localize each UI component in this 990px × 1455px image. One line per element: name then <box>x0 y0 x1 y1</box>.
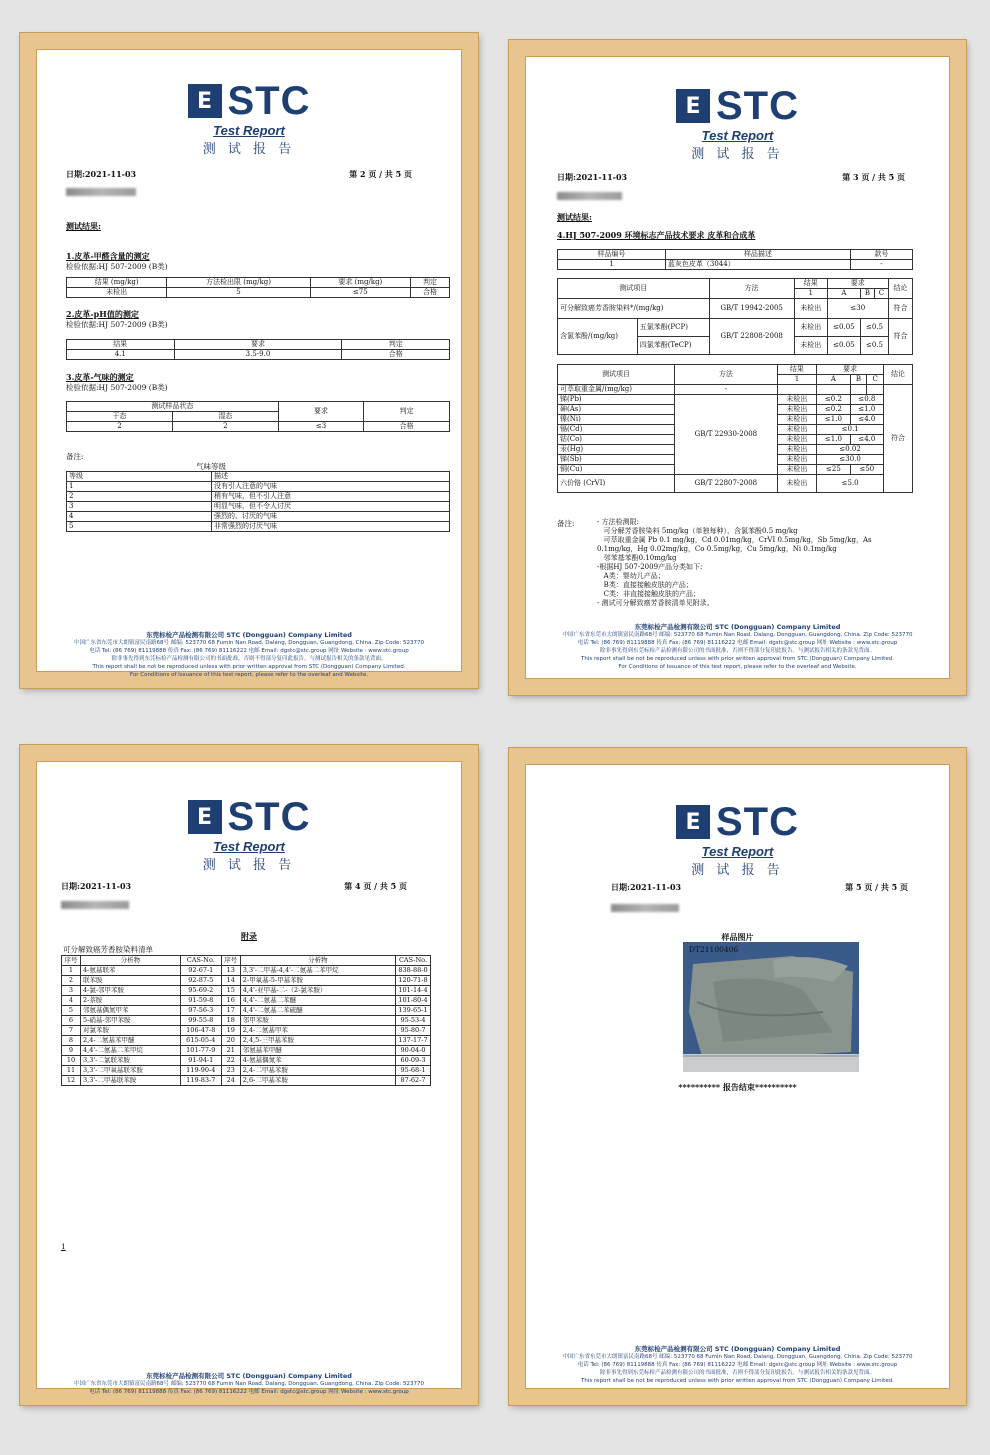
aromatic-amine-table <box>61 955 431 1086</box>
stc-logo-icon: E <box>188 84 222 118</box>
table-cell: 锑(Sb) <box>558 455 675 465</box>
table-cell: 3 <box>62 986 81 996</box>
table-header: 测试项目 <box>558 365 675 385</box>
table-cell: ≤1.0 <box>817 415 850 425</box>
odor-grade-title: 气味等级 <box>196 462 226 471</box>
report-title-cn: 测 试 报 告 <box>691 147 784 162</box>
table-header: 要求 <box>827 279 888 289</box>
table-cell: ≤0.05 <box>827 337 860 355</box>
table-header: 1 <box>794 289 827 299</box>
table-cell: 91-94-1 <box>180 1056 221 1066</box>
redacted-report-number <box>611 904 679 912</box>
section-basis: 检验依据:HJ 507-2009 (B类) <box>66 320 168 329</box>
table-header: 方法 <box>709 279 794 299</box>
table-cell: 8 <box>62 1036 81 1046</box>
table-row <box>62 1076 431 1086</box>
table-cell: 12 <box>62 1076 81 1086</box>
footer-company: 东莞标检产品检测有限公司 STC (Dongguan) Company Limited <box>634 1345 841 1353</box>
table-cell: 95-69-2 <box>180 986 221 996</box>
table-cell: 106-47-8 <box>180 1026 221 1036</box>
table-header: 干态 <box>67 412 173 422</box>
table-header: 方法 <box>675 365 778 385</box>
table-header: 要求 (mg/kg) <box>310 278 410 288</box>
table-header: B <box>850 375 867 385</box>
table-cell: 101-77-9 <box>180 1046 221 1056</box>
table-cell: 蓝灰色皮革（3044） <box>665 260 850 270</box>
table-header: 描述 <box>212 472 450 482</box>
footer-disclaimer-en: This report shall be not be reproduced unless with prior written approval from STC (Dongguan) Company Limited. <box>581 656 894 662</box>
table-cell: 2 <box>67 492 212 502</box>
table-cell: 3,3'-二甲氧基联苯胺 <box>81 1066 181 1076</box>
table-cell: 87-62-7 <box>396 1076 431 1086</box>
table-cell: 10 <box>62 1056 81 1066</box>
report-end: ********** 报告结束********** <box>678 1082 797 1092</box>
table-cell: 1 <box>558 260 666 270</box>
table-cell: 17 <box>221 1006 240 1016</box>
table-cell: 3.5-9.0 <box>174 350 342 360</box>
table-cell: 4-氨基偶氮苯 <box>240 1056 395 1066</box>
table-row <box>62 976 431 986</box>
page-number: 第 3 页 / 共 5 页 <box>842 172 905 182</box>
table-header: B <box>861 289 875 299</box>
table-row <box>62 1046 431 1056</box>
table-cell: 合格 <box>342 350 450 360</box>
table-header: 分析物 <box>240 956 395 966</box>
table-cell: ≤5.0 <box>817 475 884 493</box>
footer-disclaimer-en: This report shall be not be reproduced unless with prior written approval from STC (Dongguan) Company Limited. <box>581 1378 894 1384</box>
table-header: 结果 <box>794 279 827 289</box>
table-cell: ≤3 <box>278 422 364 432</box>
table-cell: 2 <box>62 976 81 986</box>
report-footer <box>535 1344 940 1385</box>
table-cell: ≤25 <box>817 465 850 475</box>
report-title-en: Test Report <box>701 844 774 859</box>
stc-logo <box>535 86 940 162</box>
table-cell: 未检出 <box>777 435 817 445</box>
report-date: 日期:2021-11-03 <box>61 881 132 891</box>
table-row <box>62 1016 431 1026</box>
table-cell: 95-80-7 <box>396 1026 431 1036</box>
table-header: 湿态 <box>172 412 278 422</box>
table-cell: 2,6-二甲基苯胺 <box>240 1076 395 1086</box>
table-cell: 3,3'-二氯联苯胺 <box>81 1056 181 1066</box>
table-row <box>62 1056 431 1066</box>
table-cell: ≤50 <box>850 465 883 475</box>
report-page-4 <box>46 771 452 1395</box>
table-cell: 2,4-二甲基苯胺 <box>240 1066 395 1076</box>
table-cell: 23 <box>221 1066 240 1076</box>
table-cell: 五氯苯酚(PCP) <box>637 319 709 337</box>
table-cell: 强烈的、讨厌的气味 <box>212 512 450 522</box>
table-cell: 非常强烈的讨厌气味 <box>212 522 450 532</box>
table-cell: ≤1.0 <box>817 435 850 445</box>
table-cell: 14 <box>221 976 240 986</box>
stc-logo <box>535 802 940 878</box>
redacted-report-number <box>66 188 136 196</box>
table-cell: 汞(Hg) <box>558 445 675 455</box>
footer-contact: 电话 Tel: (86 769) 81119888 传真 Fax: (86 769) 81116222 电邮 Email: dgstc@stc.group 网址 Website : www.stc.group <box>89 1389 409 1395</box>
photo-label: DT21100406 <box>689 945 739 954</box>
table-cell: 邻氨基偶氮甲苯 <box>81 1006 181 1016</box>
table-cell: 22 <box>221 1056 240 1066</box>
ph-table <box>66 339 450 360</box>
table-cell: 95-53-4 <box>396 1016 431 1026</box>
table-cell: 5 <box>62 1006 81 1016</box>
dyes-phenol-table <box>557 278 913 355</box>
table-cell: ≤0.8 <box>850 395 883 405</box>
table-cell: 未检出 <box>794 319 827 337</box>
table-cell: 钴(Co) <box>558 435 675 445</box>
report-date: 日期:2021-11-03 <box>66 169 137 179</box>
table-header: 测试样品状态 <box>67 402 279 412</box>
table-row <box>62 986 431 996</box>
report-title-cn: 测 试 报 告 <box>202 142 296 157</box>
section-title: 3.皮革-气味的测定 <box>66 372 134 382</box>
table-cell: 4,4'-二氨基二苯硫醚 <box>240 1006 395 1016</box>
brand-name: STC <box>227 79 311 123</box>
table-cell: 2-甲氧基-5-甲基苯胺 <box>240 976 395 986</box>
footer-conditions: For Conditions of Issuance of this test report, please refer to the overleaf and Website. <box>129 672 369 678</box>
brand-name: STC <box>716 800 799 844</box>
report-page-2-frame <box>20 33 478 688</box>
table-cell: 2,4-二氨基苯甲醚 <box>81 1036 181 1046</box>
results-heading: 测试结果: <box>66 221 101 231</box>
footer-disclaimer-cn: 除非事先得到东莞标检产品检测有限公司的书面批准，否则不得部分复印此报告。与测试报告相关的条款见背面。 <box>599 648 875 654</box>
table-cell: 95-68-1 <box>396 1066 431 1076</box>
footer-disclaimer-cn: 除非事先得到东莞标检产品检测有限公司的书面批准，否则不得部分复印此报告。与测试报告相关的条款见背面。 <box>599 1370 875 1376</box>
table-cell: 六价铬 (CrVI) <box>558 475 675 493</box>
table-cell: 含氯苯酚/(mg/kg) <box>558 319 638 355</box>
page-number: 第 5 页 / 共 5 页 <box>845 882 908 892</box>
remark-label: 备注: <box>557 519 575 528</box>
sample-photo <box>683 942 859 1072</box>
table-header: 判定 <box>342 340 450 350</box>
table-cell: ≤0.5 <box>861 337 889 355</box>
table-cell: ≤0.1 <box>817 425 884 435</box>
stc-logo <box>46 797 452 873</box>
table-cell: 镉(Cd) <box>558 425 675 435</box>
table-header: 等级 <box>67 472 212 482</box>
table-cell: 联苯胺 <box>81 976 181 986</box>
stc-logo-icon: E <box>676 89 710 123</box>
table-cell: 119-83-7 <box>180 1076 221 1086</box>
table-cell: 4.1 <box>67 350 175 360</box>
table-cell: 四氯苯酚(TeCP) <box>637 337 709 355</box>
table-row <box>62 1036 431 1046</box>
table-cell: GB/T 22930-2008 <box>675 395 778 475</box>
appendix-title: 附录 <box>241 931 257 941</box>
report-footer <box>46 1371 452 1396</box>
table-cell: 邻氨基苯甲醚 <box>240 1046 395 1056</box>
table-cell: 101-80-4 <box>396 996 431 1006</box>
section-basis: 检验依据:HJ 507-2009 (B类) <box>66 383 168 392</box>
table-cell: - <box>850 260 912 270</box>
table-cell: 92-67-1 <box>180 966 221 976</box>
table-cell: 没有引人注意的气味 <box>212 482 450 492</box>
report-date: 日期:2021-11-03 <box>557 172 628 182</box>
table-cell: 3,3'-二甲基-4,4'-二氨基二苯甲烷 <box>240 966 395 976</box>
table-cell: 未检出 <box>777 455 817 465</box>
table-cell: 锑(Pb) <box>558 395 675 405</box>
table-cell: 未检出 <box>794 299 827 319</box>
table-cell: 11 <box>62 1066 81 1076</box>
table-cell: 合格 <box>410 288 449 298</box>
table-header: 结果 <box>67 340 175 350</box>
footer-address: 中国广东省东莞市大朗镇富民南路68号 邮编: 523770 68 Fumin Nan Road, Dalang, Dongguan, Guangdong, China. Zip Code: 523770 <box>562 632 913 638</box>
table-header: 序号 <box>221 956 240 966</box>
brand-name: STC <box>227 795 311 839</box>
footer-contact: 电话 Tel: (86 769) 81119888 传真 Fax: (86 769) 81116222 电邮 Email: dgstc@stc.group 网址 Website : www.stc.group <box>89 648 409 654</box>
table-cell: 砷(As) <box>558 405 675 415</box>
table-cell: 未检出 <box>777 465 817 475</box>
table-cell: 24 <box>221 1076 240 1086</box>
table-cell: 99-55-8 <box>180 1016 221 1026</box>
redacted-report-number <box>61 901 129 909</box>
table-cell: 对氯苯胺 <box>81 1026 181 1036</box>
table-cell: 119-90-4 <box>180 1066 221 1076</box>
table-cell: 2-萘胺 <box>81 996 181 1006</box>
table-cell: 97-56-3 <box>180 1006 221 1016</box>
table-header: 序号 <box>62 956 81 966</box>
table-cell: 未检出 <box>794 337 827 355</box>
footer-address: 中国广东省东莞市大朗镇富民南路68号 邮编: 523770 68 Fumin Nan Road, Dalang, Dongguan, Guangdong, China. Zip Code: 523770 <box>73 640 425 646</box>
report-title-cn: 测 试 报 告 <box>691 863 784 878</box>
table-cell: 5 <box>67 522 212 532</box>
table-cell: ≤1.0 <box>850 405 883 415</box>
table-header: A <box>827 289 860 299</box>
table-cell: 可分解致癌芳香胺染料*/(mg/kg) <box>558 299 710 319</box>
table-cell: GB/T 22807-2008 <box>675 475 778 493</box>
table-cell: 2,4,5-三甲基苯胺 <box>240 1036 395 1046</box>
table-cell: 符合 <box>884 385 913 493</box>
table-header: 判定 <box>364 402 450 422</box>
table-cell: 符合 <box>888 319 912 355</box>
table-cell: ≤30 <box>827 299 888 319</box>
report-page-3-frame <box>509 40 966 695</box>
table-cell: ≤0.02 <box>817 445 884 455</box>
list-title: 可分解致癌芳香胺染料清单 <box>63 945 153 954</box>
table-cell: 铜(Cu) <box>558 465 675 475</box>
table-cell: ≤75 <box>310 288 410 298</box>
table-cell: 3,3'-二甲基联苯胺 <box>81 1076 181 1086</box>
table-cell: 明显气味，但不令人讨厌 <box>212 502 450 512</box>
table-cell: 92-87-5 <box>180 976 221 986</box>
remark-notes: - 方法检测限: 可分解芳香胺染料 5mg/kg（单独每种），含氯苯酚0.5 mg/kg 可萃取重金属 Pb 0.1 mg/kg，Cd 0.01mg/kg，CrVI 0.5mg/kg，Sb 5mg/kg，As 0.1mg/kg，Hg 0.02mg/kg，Co 0.5mg/kg，Cu 5mg/kg，Ni 0.1mg/kg 邻苯基苯酚0.10mg/kg -根据HJ 507-2009产品分类如下: A类：婴幼儿产品； B类：直接接触皮肤的产品； C类：非直接接触皮肤的产品； - 测试可分解致癌芳香胺清单见附录。 <box>597 518 872 607</box>
table-cell: 137-17-7 <box>396 1036 431 1046</box>
results-heading: 测试结果: <box>557 212 592 222</box>
table-cell: 139-65-1 <box>396 1006 431 1016</box>
table-row <box>62 1066 431 1076</box>
table-cell: 16 <box>221 996 240 1006</box>
page-number: 第 4 页 / 共 5 页 <box>344 881 407 891</box>
report-title-en: Test Report <box>213 123 285 138</box>
table-header: C <box>867 375 884 385</box>
table-cell: 4,4'-亚甲基-二-（2-氯苯胺） <box>240 986 395 996</box>
table-cell: ≤0.2 <box>817 395 850 405</box>
table-cell: 1 <box>62 966 81 976</box>
table-header: CAS-No. <box>180 956 221 966</box>
page-mark: 1 <box>61 1242 66 1251</box>
footer-company: 东莞标检产品检测有限公司 STC (Dongguan) Company Limited <box>146 631 352 639</box>
table-cell: 可萃取重金属/(mg/kg) <box>558 385 675 395</box>
table-header: 结论 <box>884 365 913 385</box>
report-title-en: Test Report <box>213 839 285 854</box>
table-cell: 18 <box>221 1016 240 1026</box>
report-date: 日期:2021-11-03 <box>611 882 682 892</box>
table-cell: 7 <box>62 1026 81 1036</box>
footer-contact: 电话 Tel: (86 769) 81119888 传真 Fax: (86 769) 81116222 电邮 Email: dgstc@stc.group 网址 Website : www.stc.group <box>577 640 898 646</box>
table-cell: 未检出 <box>777 475 817 493</box>
table-cell: ≤4.0 <box>850 415 883 425</box>
report-page-4-frame <box>20 745 478 1405</box>
table-header: 样品编号 <box>558 250 666 260</box>
report-page-5-frame <box>509 748 966 1405</box>
table-cell: 4,4'-二氨基二苯甲烷 <box>81 1046 181 1056</box>
footer-contact: 电话 Tel: (86 769) 81119888 传真 Fax: (86 769) 81116222 电邮 Email: dgstc@stc.group 网址 Website : www.stc.group <box>577 1362 898 1368</box>
heavy-metal-table <box>557 364 913 493</box>
table-cell: 符合 <box>888 299 912 319</box>
footer-disclaimer-en: This report shall be not be reproduced unless with prior written approval from STC (Dongguan) Company Limited. <box>92 664 406 670</box>
footer-company: 东莞标检产品检测有限公司 STC (Dongguan) Company Limited <box>634 623 841 631</box>
brand-name: STC <box>716 84 799 128</box>
table-cell: 合格 <box>364 422 450 432</box>
table-cell: 4-氯-邻甲苯胺 <box>81 986 181 996</box>
table-cell: 120-71-8 <box>396 976 431 986</box>
table-cell: 21 <box>221 1046 240 1056</box>
report-page-5 <box>535 774 940 1384</box>
table-cell: 未检出 <box>777 415 817 425</box>
table-header: 结果 <box>777 365 817 375</box>
table-cell: 2 <box>67 422 173 432</box>
report-footer <box>535 622 940 671</box>
table-cell: 9 <box>62 1046 81 1056</box>
table-cell: 2,4-二氨基甲苯 <box>240 1026 395 1036</box>
table-cell: 91-59-8 <box>180 996 221 1006</box>
formaldehyde-table <box>66 277 450 298</box>
sample-table <box>557 249 913 270</box>
section-title: 2.皮革-pH值的测定 <box>66 309 139 319</box>
table-cell: 15 <box>221 986 240 996</box>
table-header: 要求 <box>278 402 364 422</box>
footer-address: 中国广东省东莞市大朗镇富民南路68号 邮编: 523770 68 Fumin Nan Road, Dalang, Dongguan, Guangdong, China. Zip Code: 523770 <box>562 1354 913 1360</box>
table-row <box>62 1026 431 1036</box>
table-header: 测试项目 <box>558 279 710 299</box>
table-cell: 未检出 <box>777 445 817 455</box>
table-cell: ≤4.0 <box>850 435 883 445</box>
table-row <box>62 996 431 1006</box>
remark-label: 备注: <box>66 452 84 461</box>
table-cell: 5 <box>167 288 310 298</box>
odor-grade-table <box>66 471 450 532</box>
footer-address: 中国广东省东莞市大朗镇富民南路68号 邮编: 523770 68 Fumin Nan Road, Dalang, Dongguan, Guangdong, China. Zip Code: 523770 <box>73 1381 425 1387</box>
table-cell: ≤30.0 <box>817 455 884 465</box>
table-cell: 未检出 <box>67 288 167 298</box>
page-number: 第 2 页 / 共 5 页 <box>349 169 412 179</box>
table-header: 1 <box>777 375 817 385</box>
table-cell: ≤0.5 <box>861 319 889 337</box>
report-page-3 <box>535 66 940 669</box>
section-title: 4.HJ 507-2009 环境标志产品技术要求 皮革和合成革 <box>557 230 756 240</box>
footer-conditions: For Conditions of Issuance of this test report, please refer to the overleaf and Website. <box>618 664 857 670</box>
section-basis: 检验依据:HJ 507-2009 (B类) <box>66 262 168 271</box>
stc-logo-icon: E <box>188 800 222 834</box>
stc-logo <box>46 81 452 157</box>
report-page-2 <box>46 59 452 678</box>
footer-disclaimer-cn: 除非事先得到东莞标检产品检测有限公司的书面批准，否则不得部分复印此报告。与测试报告相关的条款见背面。 <box>111 656 387 662</box>
table-cell: GB/T 22808-2008 <box>709 319 794 355</box>
table-cell: 101-14-4 <box>396 986 431 996</box>
table-row <box>62 966 431 976</box>
table-cell: 4,4'-二氨基二苯醚 <box>240 996 395 1006</box>
table-header: CAS-No. <box>396 956 431 966</box>
sample-photo-graphic <box>683 942 859 1072</box>
table-cell: 3 <box>67 502 212 512</box>
table-cell: 未检出 <box>777 395 817 405</box>
table-cell: 未检出 <box>777 425 817 435</box>
table-cell: 1 <box>67 482 212 492</box>
stc-logo-icon: E <box>676 805 710 839</box>
table-cell: 稍有气味，但不引人注意 <box>212 492 450 502</box>
odor-table <box>66 401 450 432</box>
table-cell: 4 <box>67 512 212 522</box>
table-cell: 90-04-0 <box>396 1046 431 1056</box>
table-cell: 4-氨基联苯 <box>81 966 181 976</box>
table-header: A <box>817 375 850 385</box>
table-cell: 邻甲苯胺 <box>240 1016 395 1026</box>
footer-company: 东莞标检产品检测有限公司 STC (Dongguan) Company Limited <box>146 1372 352 1380</box>
redacted-report-number <box>557 192 622 200</box>
table-cell: 5-硝基-邻甲苯胺 <box>81 1016 181 1026</box>
table-cell: 19 <box>221 1026 240 1036</box>
table-cell: 6 <box>62 1016 81 1026</box>
table-cell: ≤0.2 <box>817 405 850 415</box>
table-cell: 13 <box>221 966 240 976</box>
table-header: 要求 <box>174 340 342 350</box>
report-title-en: Test Report <box>701 128 774 143</box>
table-header: 分析物 <box>81 956 181 966</box>
table-header: C <box>874 289 888 299</box>
section-title: 1.皮革-甲醛含量的测定 <box>66 251 150 261</box>
table-cell: 838-88-0 <box>396 966 431 976</box>
table-cell: 未检出 <box>777 405 817 415</box>
table-header: 结论 <box>888 279 912 299</box>
table-header: 方法检出限 (mg/kg) <box>167 278 310 288</box>
table-header: 结果 (mg/kg) <box>67 278 167 288</box>
table-cell: 20 <box>221 1036 240 1046</box>
table-cell: 2 <box>172 422 278 432</box>
table-header: 要求 <box>817 365 884 375</box>
report-title-cn: 测 试 报 告 <box>202 858 296 873</box>
table-cell: 60-09-3 <box>396 1056 431 1066</box>
report-footer <box>46 630 452 679</box>
table-header: 款号 <box>850 250 912 260</box>
table-cell: 镍(Ni) <box>558 415 675 425</box>
photo-title: 样品图片 <box>721 932 754 942</box>
table-cell: GB/T 19942-2005 <box>709 299 794 319</box>
table-row <box>62 1006 431 1016</box>
table-cell: ≤0.05 <box>827 319 860 337</box>
table-header: 样品描述 <box>665 250 850 260</box>
table-cell: - <box>675 385 778 395</box>
table-header: 判定 <box>410 278 449 288</box>
table-cell: 615-05-4 <box>180 1036 221 1046</box>
table-cell: 4 <box>62 996 81 1006</box>
